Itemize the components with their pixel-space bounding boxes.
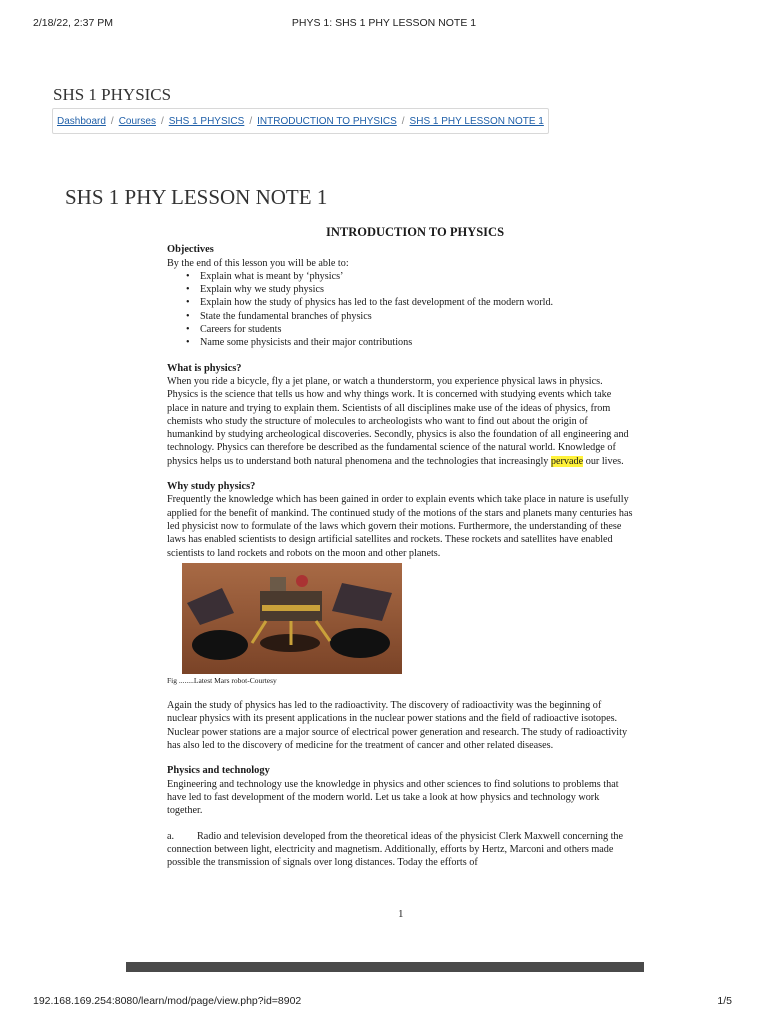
list-item: • Name some physicists and their major contributions [200,336,633,349]
breadcrumb-current-page[interactable]: SHS 1 PHY LESSON NOTE 1 [409,115,544,127]
item-text: Radio and television developed from the theoretical ideas of the physicist Clerk Maxwell concerning the connection between light, electricity and magnetism. Additionally, efforts by Hertz, Marconi and others made possible the transmission of signals over long distances. Today the efforts of [167,830,624,869]
why-study-physics-paragraph: Frequently the knowledge which has been gained in order to explain events which take place in nature is usefully applied for the benefit of mankind. The continued study of the motions of the stars and planets many centuries has led physicist now to formulate of the laws which govern their motions. Furthermore, the understanding of these laws has enabled scientists to design artificial satellites and rockets. These rockets and satellites have enabled scientists to land rockets and robots on the moon and other planets. [167,494,633,559]
breadcrumb-separator: / [110,115,114,127]
highlighted-word: pervade [550,455,584,467]
print-footer-url: 192.168.169.254:8080/learn/mod/page/view.php?id=8902 [33,995,302,1007]
page-title: SHS 1 PHY LESSON NOTE 1 [65,185,328,209]
what-is-physics-paragraph [167,375,633,468]
horizontal-scrollbar[interactable] [126,962,644,972]
mars-robot-image [182,563,402,674]
print-header-title: PHYS 1: SHS 1 PHY LESSON NOTE 1 [291,17,477,29]
print-header-datetime: 2/18/22, 2:37 PM [33,17,113,29]
list-item: • Explain why we study physics [200,283,633,296]
objectives-intro: By the end of this lesson you will be able to: [167,257,349,269]
objectives-heading: Objectives [167,244,214,256]
figure-caption: Fig ........Latest Mars robot-Courtesy [167,675,277,685]
document-heading: INTRODUCTION TO PHYSICS [325,225,505,239]
breadcrumb-separator: / [249,115,253,127]
item-label: a. [167,830,175,842]
page-number: 1 [398,908,404,920]
mars-lander-illustration [182,563,402,674]
site-title[interactable]: SHS 1 PHYSICS [53,85,172,104]
list-item: • Explain what is meant by ‘physics’ [200,270,633,283]
what-is-physics-heading: What is physics? [167,362,242,374]
list-item: • Careers for students [200,323,633,336]
radioactivity-paragraph: Again the study of physics has led to the radioactivity. The discovery of radioactivity was the beginning of nuclear physics with its present applications in the nuclear power stations and the field of radioactive isotopes. Nuclear power stations are a major source of electrical power generation and research. The study of radioactivity has also led to the discovery of medicine for the treatment of cancer and other related diseases. [167,700,628,752]
breadcrumb-section[interactable]: INTRODUCTION TO PHYSICS [257,115,397,127]
print-footer-page-count: 1/5 [717,995,732,1007]
breadcrumb-courses[interactable]: Courses [118,115,156,127]
breadcrumb-separator: / [160,115,164,127]
breadcrumb-dashboard[interactable]: Dashboard [57,115,106,127]
breadcrumb-separator: / [401,115,405,127]
why-study-physics-heading: Why study physics? [167,481,256,493]
list-item: • Explain how the study of physics has led to the fast development of the modern world. [200,296,633,309]
list-item-a [167,830,633,870]
breadcrumb [52,108,549,134]
physics-and-technology-paragraph: Engineering and technology use the knowledge in physics and other sciences to find solutions to problems that have led to fast development of the modern world. Let us take a look at how physics and technology work together. [167,778,619,817]
objectives-list [167,270,633,350]
list-item: • State the fundamental branches of physics [200,310,633,323]
document-content [167,226,633,869]
paragraph-text: When you ride a bicycle, fly a jet plane, or watch a thunderstorm, you experience physical laws in physics. Physics is the science that tells us how and why things work. It is concerned with studying events which take place in nature and trying to explain them. Scientists of all disciplines make use of the ideas of physics, from chemists who study the structure of molecules to archeologists who want to find out about the origin of humankind by studying archeological discoveries. Secondly, physics is also the foundation of all engineering and technology. Physics can therefore be described as the fundamental science of the natural world. Knowledge of physics helps us to understand both natural phenomena and the technologies that increasingly [167,375,629,467]
paragraph-text: our lives. [583,455,624,467]
breadcrumb-course[interactable]: SHS 1 PHYSICS [168,115,245,127]
physics-and-technology-heading: Physics and technology [167,765,270,777]
